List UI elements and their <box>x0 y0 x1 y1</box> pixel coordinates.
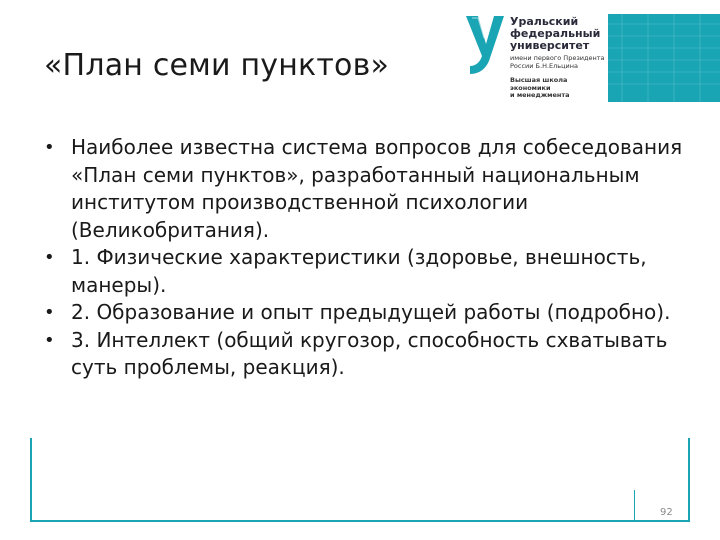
bullet-item <box>44 299 684 327</box>
logo-school-line: Высшая школа <box>510 76 568 84</box>
frame-left-vertical-line <box>30 438 32 522</box>
bullet-text: 3. Интеллект (общий кругозор, способность схватывать суть проблемы, реакция). <box>71 327 668 379</box>
logo-teal-block <box>608 14 720 102</box>
logo-school-name <box>510 77 570 100</box>
bullet-marker: • <box>44 137 55 158</box>
bullet-marker: • <box>44 302 55 323</box>
bullet-text: 1. Физические характеристики (здоровье, внешность, манеры). <box>71 245 647 297</box>
bullet-item <box>44 244 684 299</box>
bullet-item <box>44 327 684 382</box>
bullet-marker: • <box>44 247 55 268</box>
logo-university-name <box>510 16 600 52</box>
bullet-marker: • <box>44 329 55 351</box>
logo-sub-line: имени первого Президента <box>510 54 605 62</box>
logo-name-line: Уральский <box>510 15 579 28</box>
bullet-list <box>44 134 684 382</box>
frame-bottom-line <box>30 520 690 522</box>
frame-divider-line <box>634 490 635 522</box>
logo-sub-line: России Б.Н.Ельцина <box>510 62 579 70</box>
bullet-text: 2. Образование и опыт предыдущей работы (подробно). <box>71 300 671 324</box>
logo-school-line: экономики <box>510 83 551 92</box>
frame-right-vertical-line <box>688 438 690 522</box>
bullet-text: Наиболее известна система вопросов для собеседования «План семи пунктов», разработанный национальным институтом производственной психологии (Великобритания). <box>71 135 683 242</box>
bullet-item <box>44 134 684 244</box>
urfu-logo-mark-icon <box>462 14 508 78</box>
logo-school-line: и менеджмента <box>510 91 570 100</box>
page-number: 92 <box>660 507 673 518</box>
logo-name-line: университет <box>510 39 590 52</box>
logo-subtitle <box>510 54 605 70</box>
slide-title: «План семи пунктов» <box>44 48 390 83</box>
university-logo <box>462 14 720 102</box>
logo-name-line: федеральный <box>510 27 601 40</box>
logo-pattern-icon <box>608 14 720 102</box>
